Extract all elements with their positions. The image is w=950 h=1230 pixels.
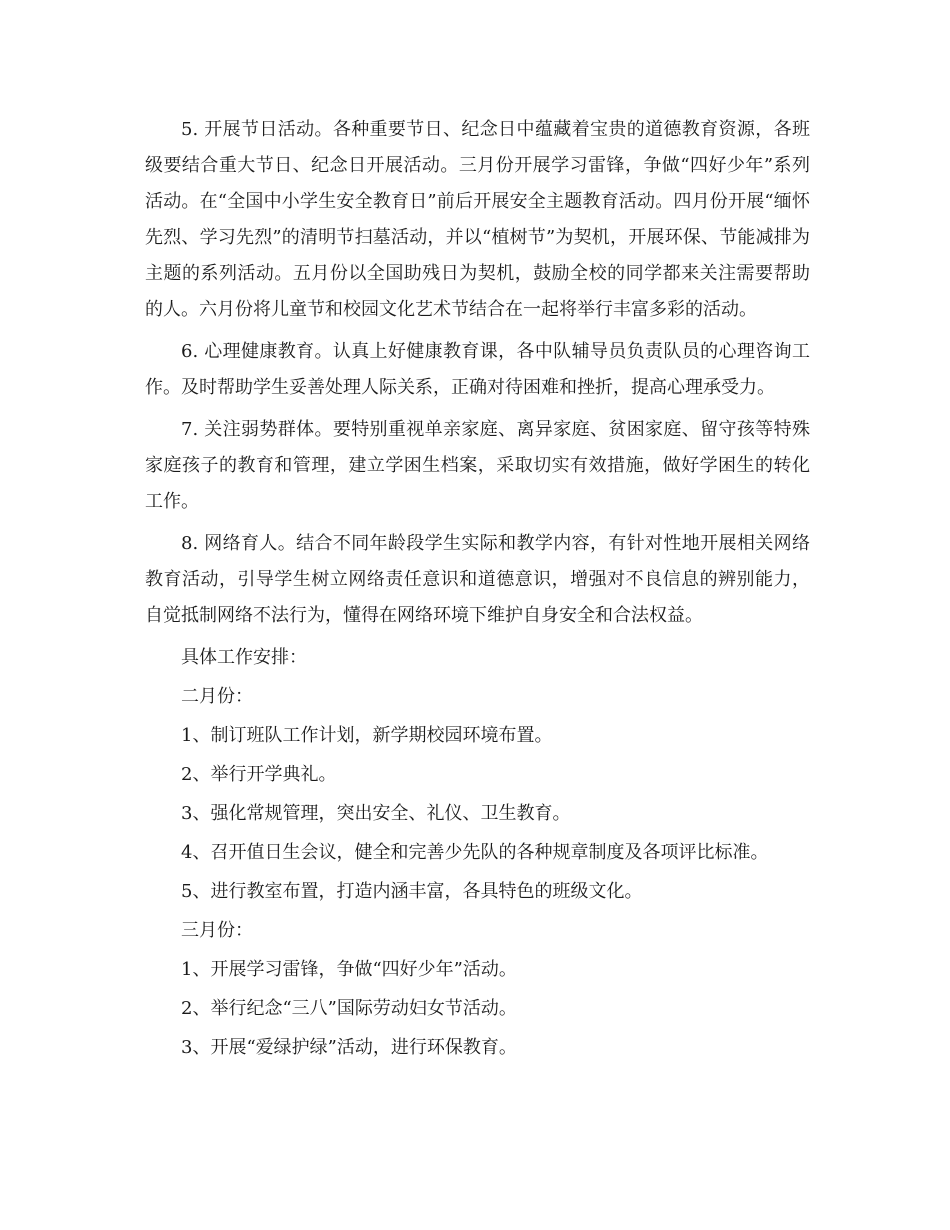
list-item: 3、开展“爱绿护绿”活动，进行环保教育。	[181, 1037, 517, 1058]
schedule-heading: 具体工作安排：	[181, 647, 307, 668]
list-item: 1、制订班队工作计划，新学期校园环境布置。	[181, 725, 553, 746]
document-body	[145, 112, 810, 1069]
list-item: 5、进行教室布置，打造内涵丰富，各具特色的班级文化。	[181, 881, 643, 902]
paragraph-mental-health: 6. 心理健康教育。认真上好健康教育课，各中队辅导员负责队员的心理咨询工作。及时帮助学生妥善处理人际关系，正确对待困难和挫折，提高心理承受力。	[145, 341, 810, 398]
paragraph-festival-activities: 5. 开展节日活动。各种重要节日、纪念日中蕴藏着宝贵的道德教育资源，各班级要结合重大节日、纪念日开展活动。三月份开展学习雷锋，争做“四好少年”系列活动。在“全国中小学生安全教育日”前后开展安全主题教育活动。四月份开展“缅怀先烈、学习先烈”的清明节扫墓活动，并以“植树节”为契机，开展环保、节能减排为主题的系列活动。五月份以全国助残日为契机，鼓励全校的同学都来关注需要帮助的人。六月份将儿童节和校园文化艺术节结合在一起将举行丰富多彩的活动。	[145, 119, 810, 320]
list-item: 1、开展学习雷锋，争做“四好少年”活动。	[181, 959, 517, 980]
list-item: 2、举行开学典礼。	[181, 764, 337, 785]
list-item: 2、举行纪念“三八”国际劳动妇女节活动。	[181, 998, 517, 1019]
month-title-february: 二月份：	[181, 686, 253, 707]
list-item: 4、召开值日生会议，健全和完善少先队的各种规章制度及各项评比标准。	[181, 842, 769, 863]
month-title-march: 三月份：	[181, 920, 253, 941]
paragraph-network-education: 8. 网络育人。结合不同年龄段学生实际和教学内容，有针对性地开展相关网络教育活动，引导学生树立网络责任意识和道德意识，增强对不良信息的辨别能力，自觉抵制网络不法行为，懂得在网络环境下维护自身安全和合法权益。	[145, 533, 810, 626]
paragraph-vulnerable-groups: 7. 关注弱势群体。要特别重视单亲家庭、离异家庭、贫困家庭、留守孩等特殊家庭孩子的教育和管理，建立学困生档案，采取切实有效措施，做好学困生的转化工作。	[145, 419, 810, 512]
list-item: 3、强化常规管理，突出安全、礼仪、卫生教育。	[181, 803, 571, 824]
